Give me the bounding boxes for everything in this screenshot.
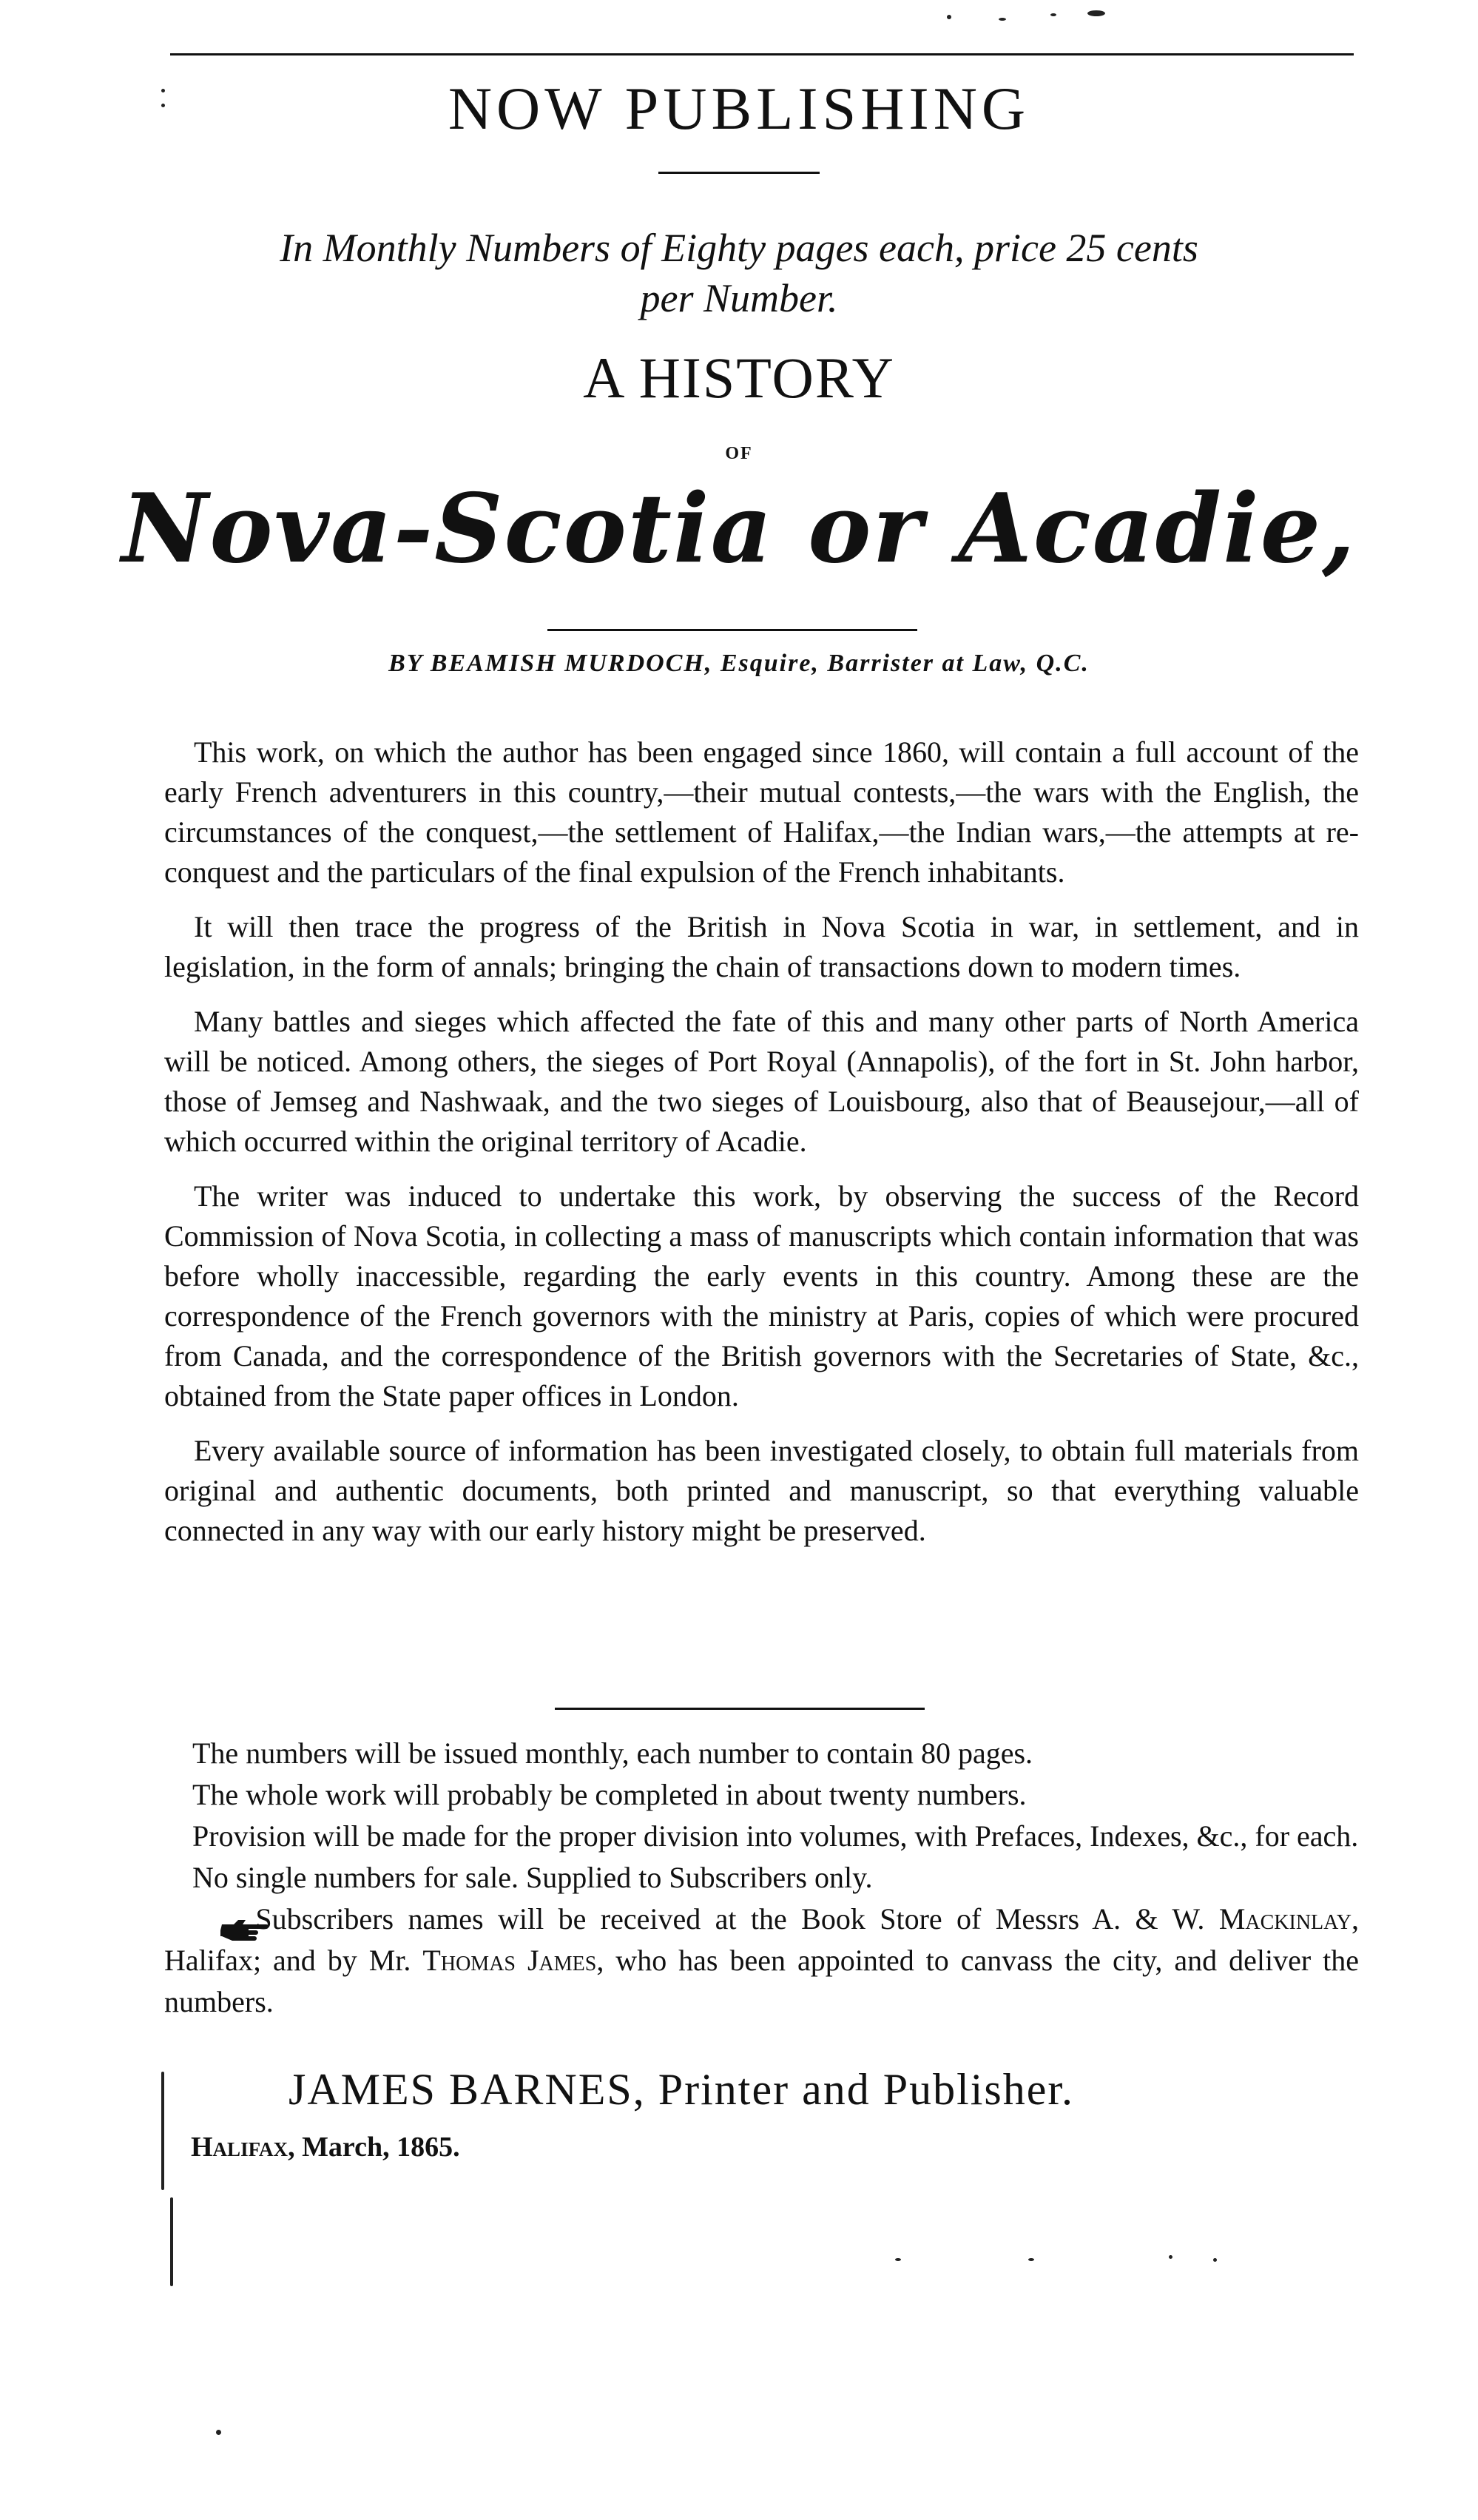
byline: BY BEAMISH MURDOCH, Esquire, Barrister at Law, Q.C. (388, 650, 1090, 677)
note-issued: The numbers will be issued monthly, each number to contain 80 pages. (192, 1736, 1033, 1770)
body-text (164, 732, 1359, 1566)
scan-speck (216, 2430, 221, 2435)
scan-speck (1213, 2258, 1217, 2262)
blackletter-title: Nova-Scotia or Acadie, (121, 474, 1357, 584)
note-completed: The whole work will probably be completed in about twenty numbers. (192, 1778, 1027, 1811)
paragraph-3: Many battles and sieges which affected the fate of this and many other parts of North America will be noticed. Among others, the sieges of Port Royal (Annapolis), of the fort in St. John harbor, those of Jemseg and Nashwaak, and the two sieges of Louisbourg, also that of Beausejour,—all of which occurred within the original territory of Acadie. (164, 1005, 1359, 1158)
paragraph-1: This work, on which the author has been engaged since 1860, will contain a full account of the early French adventurers in this country,—their mutual contests,—the wars with the English, the circumstances of the conquest,—the settlement of Halifax,—the Indian wars,—the attempts at re-conquest and the particulars of the final expulsion of the French inhabitants. (164, 735, 1359, 889)
subscribers-text-1: Subscribers names will be received at the Book Store of Messrs A. & W. (255, 1902, 1205, 1936)
note-provision: Provision will be made for the proper division into volumes, with Prefaces, Indexes, &c., for each. (192, 1819, 1359, 1853)
scan-speck (161, 104, 165, 107)
notes (164, 1733, 1359, 2023)
scan-speck (1028, 2258, 1034, 2261)
scan-speck (1050, 13, 1056, 16)
dateline (191, 2131, 460, 2163)
subscribers-text-3: , who has been appointed to canvass the city, and deliver the numbers. (164, 1944, 1359, 2018)
subscribers-text-2: , Halifax; and by Mr. (164, 1902, 1360, 1977)
paragraph-5: Every available source of information has been investigated closely, to obtain full materials from original and authentic documents, both printed and manuscript, so that everything valuable connected in any way with our early history might be preserved. (164, 1434, 1359, 1547)
subtitle-line-1: In Monthly Numbers of Eighty pages each, price 25 cents (280, 226, 1198, 270)
divider-rule (658, 172, 820, 174)
note-subscribers (164, 1899, 1359, 2023)
scan-speck (947, 15, 951, 19)
printer-publisher: JAMES BARNES, Printer and Publisher. (288, 2065, 1075, 2114)
subscribers-name-thomas-james: Thomas James (422, 1944, 597, 1977)
notes-rule (555, 1708, 925, 1710)
dateline-place: Halifax (191, 2132, 288, 2163)
scan-speck (161, 2072, 164, 2190)
work-title: A HISTORY (583, 346, 895, 410)
top-rule (170, 53, 1354, 55)
scan-speck (895, 2258, 901, 2261)
scan-speck (1169, 2255, 1172, 2259)
page-title: NOW PUBLISHING (448, 75, 1030, 142)
subtitle-line-2: per Number. (640, 276, 838, 320)
title-rule (547, 629, 917, 631)
paragraph-2: It will then trace the progress of the British in Nova Scotia in war, in settlement, and in legislation, in the form of annals; bringing the chain of transactions down to modern times. (164, 910, 1359, 983)
paragraph-4: The writer was induced to undertake this work, by observing the success of the Record Commission of Nova Scotia, in collecting a mass of manuscripts which contain information that was before wholly inaccessible, regarding the early events in this country. Among these are the correspondence of the French governors with the ministry at Paris, copies of which were procured from Canada, and the correspondence of the British governors with the Secretaries of State, &c., obtained from the State paper offices in London. (164, 1179, 1359, 1412)
pointing-hand-icon (192, 1910, 241, 1934)
subscribers-name-mackinlay: Mackinlay (1218, 1902, 1352, 1936)
scan-speck (161, 89, 165, 92)
note-no-single: No single numbers for sale. Supplied to Subscribers only. (192, 1861, 873, 1894)
scan-speck (170, 2197, 173, 2286)
scan-speck (999, 18, 1006, 21)
of-word: OF (725, 444, 753, 463)
scan-speck (1087, 10, 1105, 16)
dateline-date: , March, 1865. (288, 2132, 460, 2163)
